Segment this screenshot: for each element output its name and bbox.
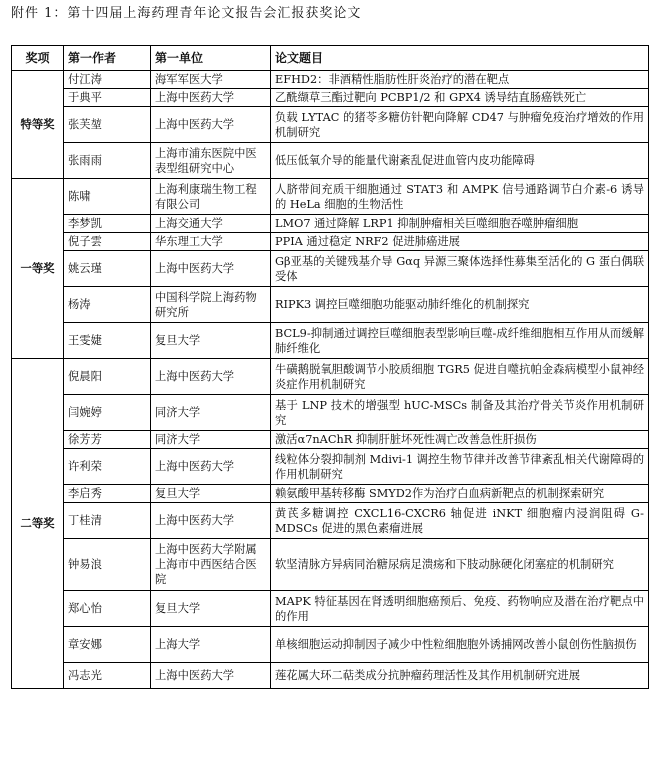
author-cell: 丁桂清 (64, 503, 151, 539)
table-row (12, 287, 649, 323)
paper-title-cell: RIPK3 调控巨噬细胞功能驱动肺纤维化的机制探究 (271, 287, 649, 323)
header-award: 奖项 (12, 46, 64, 71)
header-first-unit: 第一单位 (151, 46, 271, 71)
paper-title-cell: 乙酰缬草三酯过靶向 PCBP1/2 和 GPX4 诱导结直肠癌铁死亡 (271, 89, 649, 107)
unit-cell: 上海中医药大学 (151, 503, 271, 539)
paper-title-cell: 牛磺鹅脱氧胆酸调节小胶质细胞 TGR5 促进自噬抗帕金森病模型小鼠神经炎症作用机制研究 (271, 359, 649, 395)
table-row (12, 359, 649, 395)
paper-title-cell: 低压低氧介导的能量代谢紊乱促进血管内皮功能障碍 (271, 143, 649, 179)
table-row (12, 485, 649, 503)
unit-cell: 华东理工大学 (151, 233, 271, 251)
table-row (12, 71, 649, 89)
paper-title-cell: EFHD2：非酒精性脂肪性肝炎治疗的潜在靶点 (271, 71, 649, 89)
table-row (12, 627, 649, 663)
paper-title-cell: 黄芪多糖调控 CXCL16-CXCR6 轴促进 iNKT 细胞瘤内浸润阻碍 G-MDSCs 促进的黑色素瘤进展 (271, 503, 649, 539)
table-row (12, 503, 649, 539)
unit-cell: 上海中医药大学 (151, 107, 271, 143)
author-cell: 冯志光 (64, 663, 151, 689)
unit-cell: 复旦大学 (151, 591, 271, 627)
author-cell: 徐芳芳 (64, 431, 151, 449)
award-cell: 特等奖 (12, 71, 64, 179)
unit-cell: 同济大学 (151, 431, 271, 449)
table-row (12, 591, 649, 627)
table-row (12, 89, 649, 107)
paper-title-cell: 软坚清脉方异病同治糖尿病足溃疡和下肢动脉硬化闭塞症的机制研究 (271, 539, 649, 591)
table-row (12, 179, 649, 215)
table-row (12, 323, 649, 359)
author-cell: 许利荣 (64, 449, 151, 485)
table-row (12, 395, 649, 431)
author-cell: 章安娜 (64, 627, 151, 663)
author-cell: 钟易浪 (64, 539, 151, 591)
unit-cell: 上海中医药大学 (151, 359, 271, 395)
unit-cell: 同济大学 (151, 395, 271, 431)
awards-table (11, 45, 649, 689)
unit-cell: 上海中医药大学 (151, 251, 271, 287)
author-cell: 倪晨阳 (64, 359, 151, 395)
award-cell: 二等奖 (12, 359, 64, 689)
author-cell: 李启秀 (64, 485, 151, 503)
table-row (12, 539, 649, 591)
author-cell: 陈啸 (64, 179, 151, 215)
unit-cell: 海军军医大学 (151, 71, 271, 89)
unit-cell: 上海中医药大学 (151, 449, 271, 485)
table-row (12, 143, 649, 179)
table-body (12, 71, 649, 689)
paper-title-cell: 单核细胞运动抑制因子减少中性粒细胞胞外诱捕网改善小鼠创伤性脑损伤 (271, 627, 649, 663)
table-row (12, 251, 649, 287)
author-cell: 张芙堃 (64, 107, 151, 143)
paper-title-cell: 人脐带间充质干细胞通过 STAT3 和 AMPK 信号通路调节白介素-6 诱导的 HeLa 细胞的生物活性 (271, 179, 649, 215)
paper-title-cell: LMO7 通过降解 LRP1 抑制肿瘤相关巨噬细胞吞噬肿瘤细胞 (271, 215, 649, 233)
table-row (12, 663, 649, 689)
paper-title-cell: 线粒体分裂抑制剂 Mdivi-1 调控生物节律并改善节律紊乱相关代谢障碍的作用机制研究 (271, 449, 649, 485)
table-row (12, 233, 649, 251)
author-cell: 李梦凯 (64, 215, 151, 233)
table-header-row (12, 46, 649, 71)
unit-cell: 上海利康瑞生物工程有限公司 (151, 179, 271, 215)
paper-title-cell: MAPK 特征基因在肾透明细胞癌预后、免疫、药物响应及潜在治疗靶点中的作用 (271, 591, 649, 627)
paper-title-cell: 负载 LYTAC 的猪苓多糖仿针靶向降解 CD47 与肿瘤免疫治疗增效的作用机制研究 (271, 107, 649, 143)
unit-cell: 上海中医药大学 (151, 663, 271, 689)
author-cell: 张雨雨 (64, 143, 151, 179)
paper-title-cell: 莲花属大环二萜类成分抗肿瘤药理活性及其作用机制研究进展 (271, 663, 649, 689)
paper-title-cell: 基于 LNP 技术的增强型 hUC-MSCs 制备及其治疗骨关节炎作用机制研究 (271, 395, 649, 431)
header-first-author: 第一作者 (64, 46, 151, 71)
table-row (12, 449, 649, 485)
paper-title-cell: 赖氨酸甲基转移酶 SMYD2作为治疗白血病新靶点的机制探索研究 (271, 485, 649, 503)
unit-cell: 中国科学院上海药物研究所 (151, 287, 271, 323)
unit-cell: 复旦大学 (151, 323, 271, 359)
award-cell: 一等奖 (12, 179, 64, 359)
paper-title-cell: 激活α7nAChR 抑制肝脏坏死性凋亡改善急性肝损伤 (271, 431, 649, 449)
paper-title-cell: PPIA 通过稳定 NRF2 促进肺癌进展 (271, 233, 649, 251)
paper-title-cell: Gβ亚基的关键残基介导 Gαq 异源三聚体选择性募集至活化的 G 蛋白偶联受体 (271, 251, 649, 287)
unit-cell: 上海交通大学 (151, 215, 271, 233)
author-cell: 闫婉婷 (64, 395, 151, 431)
unit-cell: 上海市浦东医院中医表型组研究中心 (151, 143, 271, 179)
author-cell: 付江涛 (64, 71, 151, 89)
author-cell: 杨涛 (64, 287, 151, 323)
author-cell: 王雯婕 (64, 323, 151, 359)
unit-cell: 上海中医药大学 (151, 89, 271, 107)
author-cell: 于典平 (64, 89, 151, 107)
author-cell: 姚云瑾 (64, 251, 151, 287)
table-row (12, 431, 649, 449)
author-cell: 郑心怡 (64, 591, 151, 627)
unit-cell: 上海中医药大学附属上海市中西医结合医院 (151, 539, 271, 591)
unit-cell: 上海大学 (151, 627, 271, 663)
table-row (12, 107, 649, 143)
unit-cell: 复旦大学 (151, 485, 271, 503)
header-paper-title: 论文题目 (271, 46, 649, 71)
paper-title-cell: BCL9-抑制通过调控巨噬细胞表型影响巨噬-成纤维细胞相互作用从而缓解肺纤维化 (271, 323, 649, 359)
table-row (12, 215, 649, 233)
author-cell: 倪子雲 (64, 233, 151, 251)
page-title: 附件 1：第十四届上海药理青年论文报告会汇报获奖论文 (11, 6, 362, 21)
